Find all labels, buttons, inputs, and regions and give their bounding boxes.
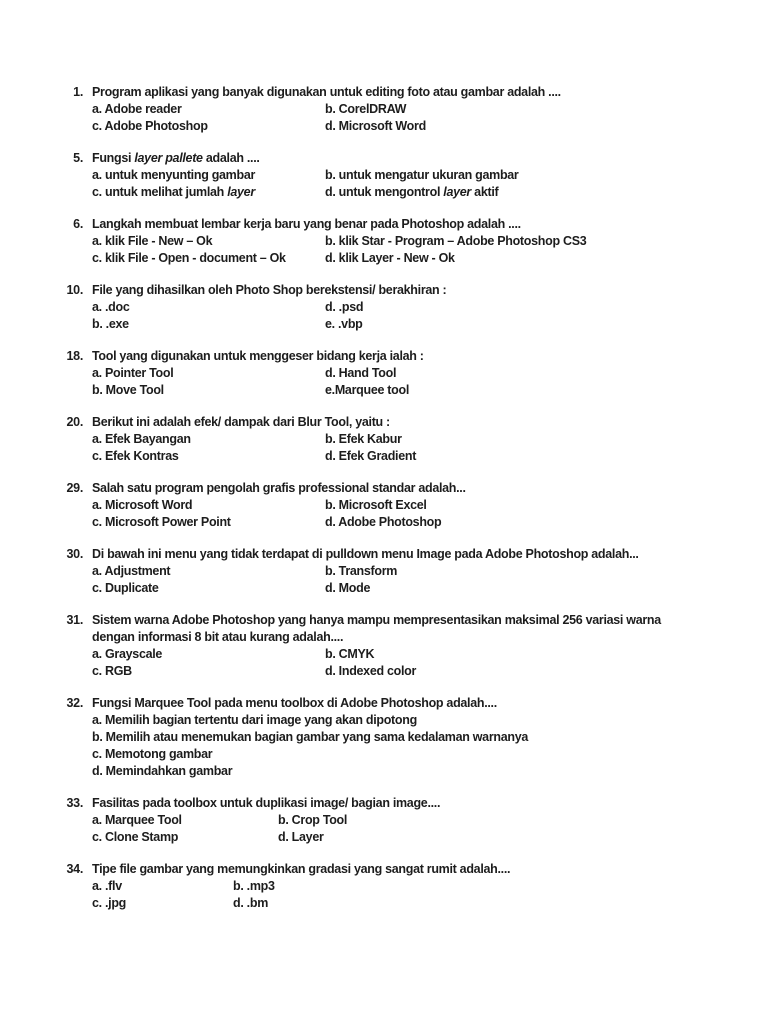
option-text — [92, 746, 212, 763]
text-segment: a. Adobe reader — [92, 102, 182, 116]
question-item — [66, 348, 734, 399]
option-row — [92, 316, 734, 333]
question-item — [66, 480, 734, 531]
option-text — [92, 729, 528, 746]
question-body — [92, 414, 734, 465]
option-text — [92, 497, 325, 514]
option-text — [325, 580, 370, 597]
question-item — [66, 612, 734, 680]
option-text — [325, 101, 406, 118]
text-segment: b. klik Star - Program – Adobe Photoshop CS3 — [325, 234, 587, 248]
text-segment: a. Microsoft Word — [92, 498, 193, 512]
option-text — [325, 382, 409, 399]
question-item — [66, 282, 734, 333]
option-text — [325, 316, 363, 333]
option-text — [92, 712, 417, 729]
question-body — [92, 612, 734, 680]
option-text — [92, 431, 325, 448]
question-text — [92, 480, 734, 497]
option-text — [92, 299, 325, 316]
text-segment: Langkah membuat lembar kerja baru yang benar pada Photoshop adalah .... — [92, 217, 521, 231]
question-text — [92, 795, 734, 812]
text-segment: d. Adobe Photoshop — [325, 515, 442, 529]
option-row — [92, 729, 734, 746]
text-segment: Fungsi Marquee Tool pada menu toolbox di Adobe Photoshop adalah.... — [92, 696, 497, 710]
question-text — [92, 348, 734, 365]
option-row — [92, 497, 734, 514]
text-segment: d. .psd — [325, 300, 364, 314]
option-text — [325, 184, 498, 201]
text-segment: b. Crop Tool — [278, 813, 348, 827]
italic-text: layer pallete — [134, 151, 203, 165]
option-text — [92, 316, 325, 333]
option-row — [92, 878, 734, 895]
option-row — [92, 563, 734, 580]
question-number: 30. — [66, 547, 83, 561]
question-body — [92, 216, 734, 267]
text-segment: Tipe file gambar yang memungkinkan gradasi yang sangat rumit adalah.... — [92, 862, 511, 876]
text-segment: Di bawah ini menu yang tidak terdapat di pulldown menu Image pada Adobe Photoshop adalah... — [92, 547, 639, 561]
question-number: 6. — [73, 217, 83, 231]
text-segment: d. Efek Gradient — [325, 449, 417, 463]
text-segment: a. Grayscale — [92, 647, 163, 661]
question-text — [92, 629, 734, 646]
text-segment: c. .jpg — [92, 896, 127, 910]
option-text — [325, 431, 402, 448]
question-item — [66, 695, 734, 780]
text-segment: a. Pointer Tool — [92, 366, 174, 380]
text-segment: Fungsi — [92, 151, 135, 165]
text-segment: b. Microsoft Excel — [325, 498, 427, 512]
option-text — [92, 184, 325, 201]
option-text — [92, 365, 325, 382]
text-segment: e.Marquee tool — [325, 383, 410, 397]
option-row — [92, 365, 734, 382]
question-item — [66, 84, 734, 135]
question-number: 10. — [66, 283, 83, 297]
option-text — [92, 646, 325, 663]
option-row — [92, 712, 734, 729]
text-segment: Fasilitas pada toolbox untuk duplikasi image/ bagian image.... — [92, 796, 441, 810]
option-text — [92, 663, 325, 680]
option-row — [92, 118, 734, 135]
question-text — [92, 612, 734, 629]
text-segment: a. Adjustment — [92, 564, 171, 578]
text-segment: e. .vbp — [325, 317, 363, 331]
option-text — [92, 895, 233, 912]
question-body — [92, 480, 734, 531]
option-text — [325, 563, 397, 580]
question-text — [92, 861, 734, 878]
option-row — [92, 746, 734, 763]
italic-text: layer — [227, 185, 255, 199]
text-segment: a. Memilih bagian tertentu dari image yang akan dipotong — [92, 713, 417, 727]
option-row — [92, 299, 734, 316]
text-segment: c. Duplicate — [92, 581, 159, 595]
text-segment: b. Move Tool — [92, 383, 164, 397]
question-text — [92, 150, 734, 167]
option-row — [92, 250, 734, 267]
option-text — [92, 763, 232, 780]
question-item — [66, 216, 734, 267]
text-segment: d. Layer — [278, 830, 324, 844]
question-text — [92, 216, 734, 233]
option-text — [325, 233, 586, 250]
option-text — [92, 580, 325, 597]
text-segment: Tool yang digunakan untuk menggeser bidang kerja ialah : — [92, 349, 424, 363]
option-row — [92, 514, 734, 531]
text-segment: c. Adobe Photoshop — [92, 119, 208, 133]
option-text — [325, 167, 519, 184]
option-text — [92, 878, 233, 895]
text-segment: Berikut ini adalah efek/ dampak dari Blur Tool, yaitu : — [92, 415, 390, 429]
option-row — [92, 233, 734, 250]
question-text — [92, 282, 734, 299]
option-row — [92, 895, 734, 912]
question-body — [92, 282, 734, 333]
text-segment: d. Microsoft Word — [325, 119, 426, 133]
text-segment: aktif — [471, 185, 499, 199]
text-segment: d. Indexed color — [325, 664, 417, 678]
text-segment: d. klik Layer - New - Ok — [325, 251, 455, 265]
option-text — [92, 250, 325, 267]
question-body — [92, 795, 734, 846]
question-number: 20. — [66, 415, 83, 429]
text-segment: c. Microsoft Power Point — [92, 515, 231, 529]
option-text — [92, 118, 325, 135]
option-text — [233, 895, 268, 912]
text-segment: b. .mp3 — [233, 879, 275, 893]
question-item — [66, 795, 734, 846]
text-segment: a. untuk menyunting gambar — [92, 168, 256, 182]
question-text — [92, 84, 734, 101]
text-segment: Sistem warna Adobe Photoshop yang hanya mampu mempresentasikan maksimal 256 variasi warna — [92, 613, 661, 627]
option-row — [92, 580, 734, 597]
question-body — [92, 695, 734, 780]
text-segment: a. .flv — [92, 879, 122, 893]
option-text — [325, 448, 416, 465]
question-body — [92, 84, 734, 135]
question-body — [92, 546, 734, 597]
question-text — [92, 546, 734, 563]
question-body — [92, 348, 734, 399]
text-segment: a. .doc — [92, 300, 130, 314]
option-text — [233, 878, 275, 895]
option-text — [325, 365, 396, 382]
option-row — [92, 646, 734, 663]
question-number: 1. — [73, 85, 83, 99]
text-segment: d. Mode — [325, 581, 371, 595]
option-row — [92, 184, 734, 201]
question-body — [92, 861, 734, 912]
option-row — [92, 829, 734, 846]
text-segment: adalah .... — [202, 151, 260, 165]
question-text — [92, 695, 734, 712]
text-segment: c. RGB — [92, 664, 132, 678]
text-segment: b. Memilih atau menemukan bagian gambar yang sama kedalaman warnanya — [92, 730, 529, 744]
text-segment: File yang dihasilkan oleh Photo Shop berekstensi/ berakhiran : — [92, 283, 447, 297]
text-segment: b. untuk mengatur ukuran gambar — [325, 168, 519, 182]
text-segment: d. Hand Tool — [325, 366, 397, 380]
option-row — [92, 382, 734, 399]
option-text — [325, 663, 416, 680]
option-text — [92, 167, 325, 184]
option-row — [92, 101, 734, 118]
option-text — [278, 812, 347, 829]
question-number: 18. — [66, 349, 83, 363]
question-item — [66, 150, 734, 201]
text-segment: a. klik File - New – Ok — [92, 234, 213, 248]
question-body — [92, 150, 734, 201]
text-segment: b. .exe — [92, 317, 129, 331]
question-item — [66, 414, 734, 465]
text-segment: c. Memotong gambar — [92, 747, 213, 761]
option-row — [92, 431, 734, 448]
option-text — [325, 497, 427, 514]
question-number: 31. — [66, 613, 83, 627]
question-number: 34. — [66, 862, 83, 876]
text-segment: dengan informasi 8 bit atau kurang adalah.... — [92, 630, 344, 644]
text-segment: b. Transform — [325, 564, 398, 578]
option-text — [92, 382, 325, 399]
option-text — [325, 646, 374, 663]
question-number: 33. — [66, 796, 83, 810]
option-text — [325, 299, 363, 316]
option-text — [92, 233, 325, 250]
option-text — [92, 101, 325, 118]
option-text — [92, 563, 325, 580]
option-row — [92, 763, 734, 780]
text-segment: c. Clone Stamp — [92, 830, 179, 844]
text-segment: c. klik File - Open - document – Ok — [92, 251, 286, 265]
text-segment: d. untuk mengontrol — [325, 185, 444, 199]
text-segment: c. Efek Kontras — [92, 449, 179, 463]
question-number: 5. — [73, 151, 83, 165]
question-text — [92, 414, 734, 431]
text-segment: b. CMYK — [325, 647, 375, 661]
option-text — [278, 829, 324, 846]
question-item — [66, 546, 734, 597]
text-segment: d. .bm — [233, 896, 269, 910]
text-segment: b. Efek Kabur — [325, 432, 402, 446]
option-text — [325, 118, 426, 135]
option-text — [92, 448, 325, 465]
text-segment: Salah satu program pengolah grafis professional standar adalah... — [92, 481, 466, 495]
option-row — [92, 167, 734, 184]
option-text — [325, 250, 455, 267]
option-text — [325, 514, 441, 531]
question-number: 29. — [66, 481, 83, 495]
option-text — [92, 812, 278, 829]
italic-text: layer — [443, 185, 471, 199]
option-row — [92, 448, 734, 465]
text-segment: Program aplikasi yang banyak digunakan untuk editing foto atau gambar adalah .... — [92, 85, 561, 99]
option-text — [92, 514, 325, 531]
option-row — [92, 663, 734, 680]
text-segment: d. Memindahkan gambar — [92, 764, 233, 778]
text-segment: a. Efek Bayangan — [92, 432, 191, 446]
option-text — [92, 829, 278, 846]
question-number: 32. — [66, 696, 83, 710]
question-item — [66, 861, 734, 912]
option-row — [92, 812, 734, 829]
text-segment: b. CorelDRAW — [325, 102, 407, 116]
text-segment: c. untuk melihat jumlah — [92, 185, 228, 199]
text-segment: a. Marquee Tool — [92, 813, 182, 827]
